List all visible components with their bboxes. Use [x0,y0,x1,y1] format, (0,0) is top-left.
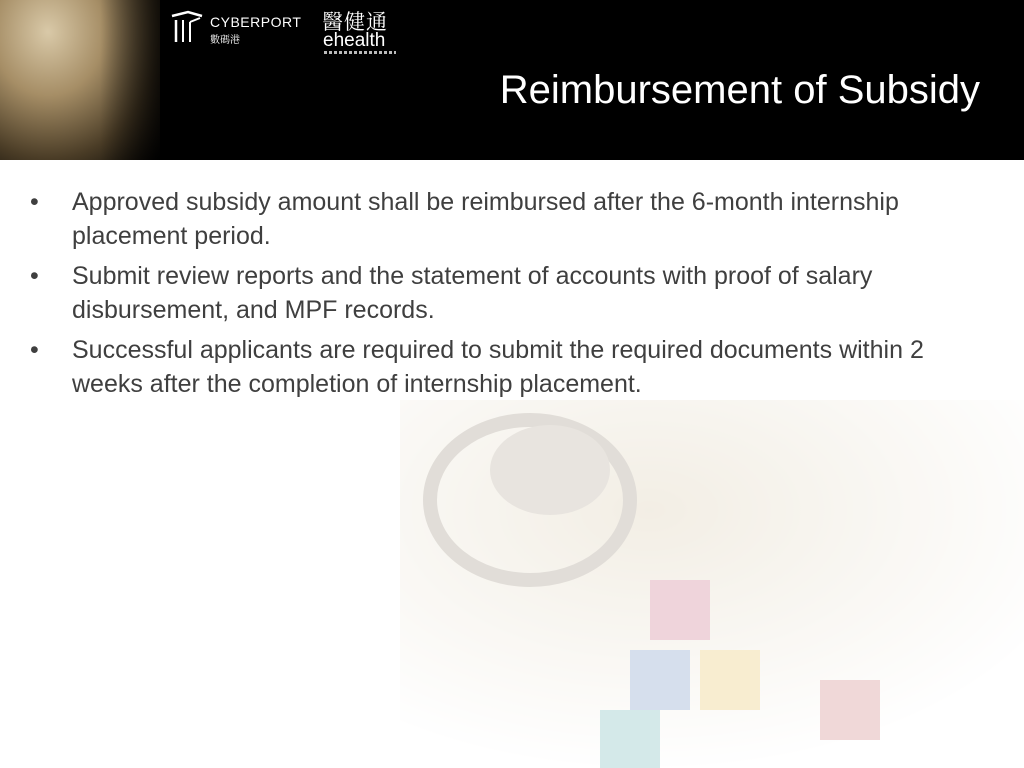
bullet-icon: • [30,262,39,290]
background-stethoscope-image [400,400,1024,768]
bullet-text: Successful applicants are required to submit the required documents within 2 weeks after the completion of internship placement. [72,336,924,398]
ehealth-logo-tagline [324,51,396,54]
bullet-icon: • [30,188,39,216]
cyberport-logo-chinese: 數碼港 [210,35,240,46]
bullet-icon: • [30,336,39,364]
page-title: Reimbursement of Subsidy [499,68,980,112]
bullet-item [30,185,1000,253]
cyberport-logo-text: CYBERPORT [210,14,302,30]
bullet-item [30,333,1000,401]
ehealth-logo-chinese: 醫健通 [322,10,388,34]
ehealth-logo-text: ehealth [323,30,386,51]
cyberport-logo-icon [168,10,206,44]
bullet-item [30,259,1000,327]
bullet-list [30,185,1000,407]
bullet-text: Approved subsidy amount shall be reimbursed after the 6-month internship placement period. [72,188,899,250]
bullet-text: Submit review reports and the statement of accounts with proof of salary disbursement, and MPF records. [72,262,873,324]
header-bar [0,0,1024,160]
